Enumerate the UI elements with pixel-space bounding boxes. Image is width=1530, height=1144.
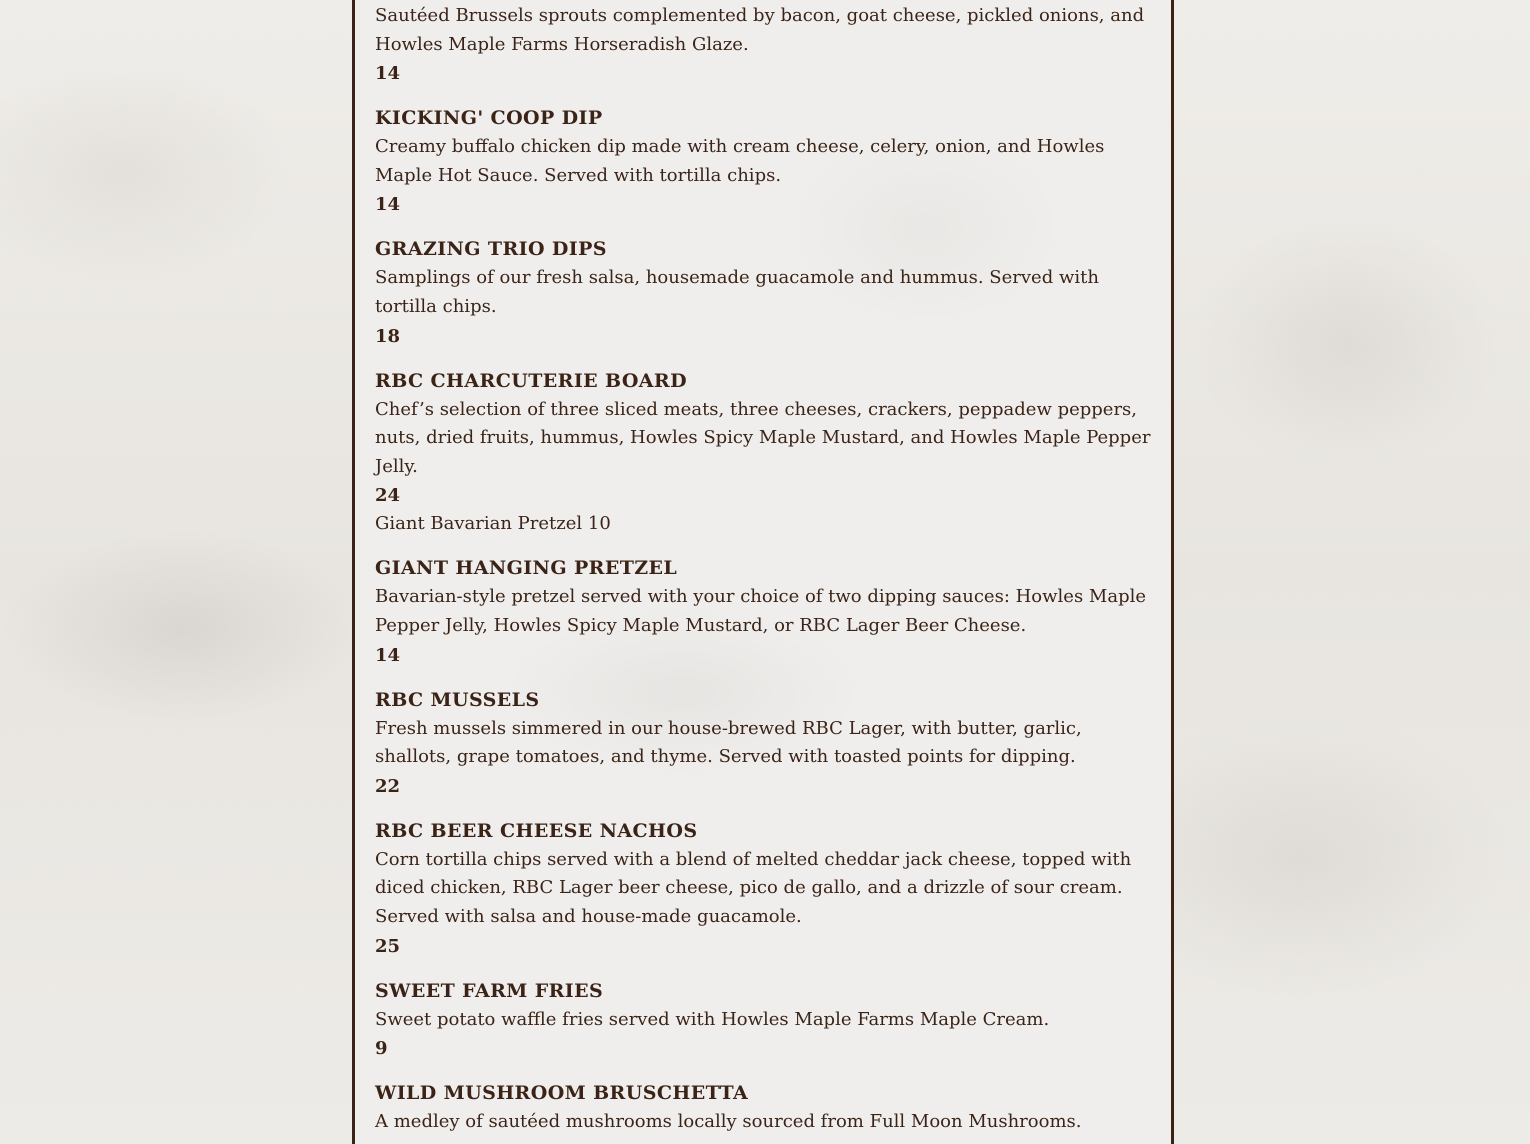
menu-item-name: RBC CHARCUTERIE BOARD — [375, 369, 688, 392]
menu-item-rbc-mussels — [375, 686, 1155, 801]
menu-item-giant-hanging-pretzel — [375, 554, 1155, 669]
menu-item-name: SWEET FARM FRIES — [375, 979, 604, 1002]
menu-item-brussels-sprouts — [375, 2, 1155, 88]
menu-list — [375, 0, 1155, 1144]
menu-item-note: Giant Bavarian Pretzel 10 — [375, 513, 611, 535]
menu-item-price: 14 — [375, 63, 401, 85]
menu-item-description: Bavarian-style pretzel served with your choice of two dipping sauces: Howles Maple Pepper Jelly, Howles Spicy Maple Mustard, or RBC Lager Beer Cheese. — [375, 586, 1147, 636]
menu-item-rbc-charcuterie-board — [375, 367, 1155, 511]
menu-item-grazing-trio-dips — [375, 235, 1155, 350]
menu-item-wild-mushroom-bruschetta — [375, 1079, 1155, 1137]
menu-item-price: 25 — [375, 935, 401, 957]
menu-item-price: 14 — [375, 194, 401, 216]
menu-item-name: WILD MUSHROOM BRUSCHETTA — [375, 1082, 749, 1105]
menu-item-rbc-beer-cheese-nachos — [375, 817, 1155, 961]
menu-item-name: RBC MUSSELS — [375, 688, 540, 711]
menu-item-description: Corn tortilla chips served with a blend of melted cheddar jack cheese, topped with diced chicken, RBC Lager beer cheese, pico de gallo, and a drizzle of sour cream. Served with salsa and house-made guacamole. — [375, 848, 1132, 927]
menu-item-kicking-coop-dip — [375, 104, 1155, 219]
menu-item-description: Creamy buffalo chicken dip made with cream cheese, celery, onion, and Howles Maple Hot Sauce. Served with tortilla chips. — [375, 136, 1105, 186]
menu-item-description: A medley of sautéed mushrooms locally sourced from Full Moon Mushrooms. — [375, 1111, 1082, 1133]
menu-panel — [352, 0, 1174, 1144]
menu-item-price: 18 — [375, 325, 401, 347]
menu-item-name: KICKING' COOP DIP — [375, 107, 603, 130]
menu-item-name: GIANT HANGING PRETZEL — [375, 557, 678, 580]
menu-item-name: GRAZING TRIO DIPS — [375, 238, 607, 261]
menu-item-price: 24 — [375, 485, 401, 507]
menu-item-price: 9 — [375, 1038, 388, 1060]
menu-item-description: Fresh mussels simmered in our house-brewed RBC Lager, with butter, garlic, shallots, grape tomatoes, and thyme. Served with toasted points for dipping. — [375, 717, 1082, 768]
menu-item-description: Samplings of our fresh salsa, housemade guacamole and hummus. Served with tortilla chips. — [375, 267, 1099, 317]
menu-item-description: Sautéed Brussels sprouts complemented by bacon, goat cheese, pickled onions, and Howles Maple Farms Horseradish Glaze. — [375, 5, 1145, 55]
menu-item-price: 14 — [375, 644, 401, 666]
menu-item-price: 22 — [375, 775, 401, 797]
menu-item-description: Sweet potato waffle fries served with Howles Maple Farms Maple Cream. — [375, 1008, 1050, 1030]
menu-item-name: RBC BEER CHEESE NACHOS — [375, 819, 698, 842]
menu-item-description: Chef’s selection of three sliced meats, three cheeses, crackers, peppadew peppers, nuts, dried fruits, hummus, Howles Spicy Maple Mustard, and Howles Maple Pepper Jelly. — [375, 398, 1151, 477]
menu-item-sweet-farm-fries — [375, 977, 1155, 1064]
